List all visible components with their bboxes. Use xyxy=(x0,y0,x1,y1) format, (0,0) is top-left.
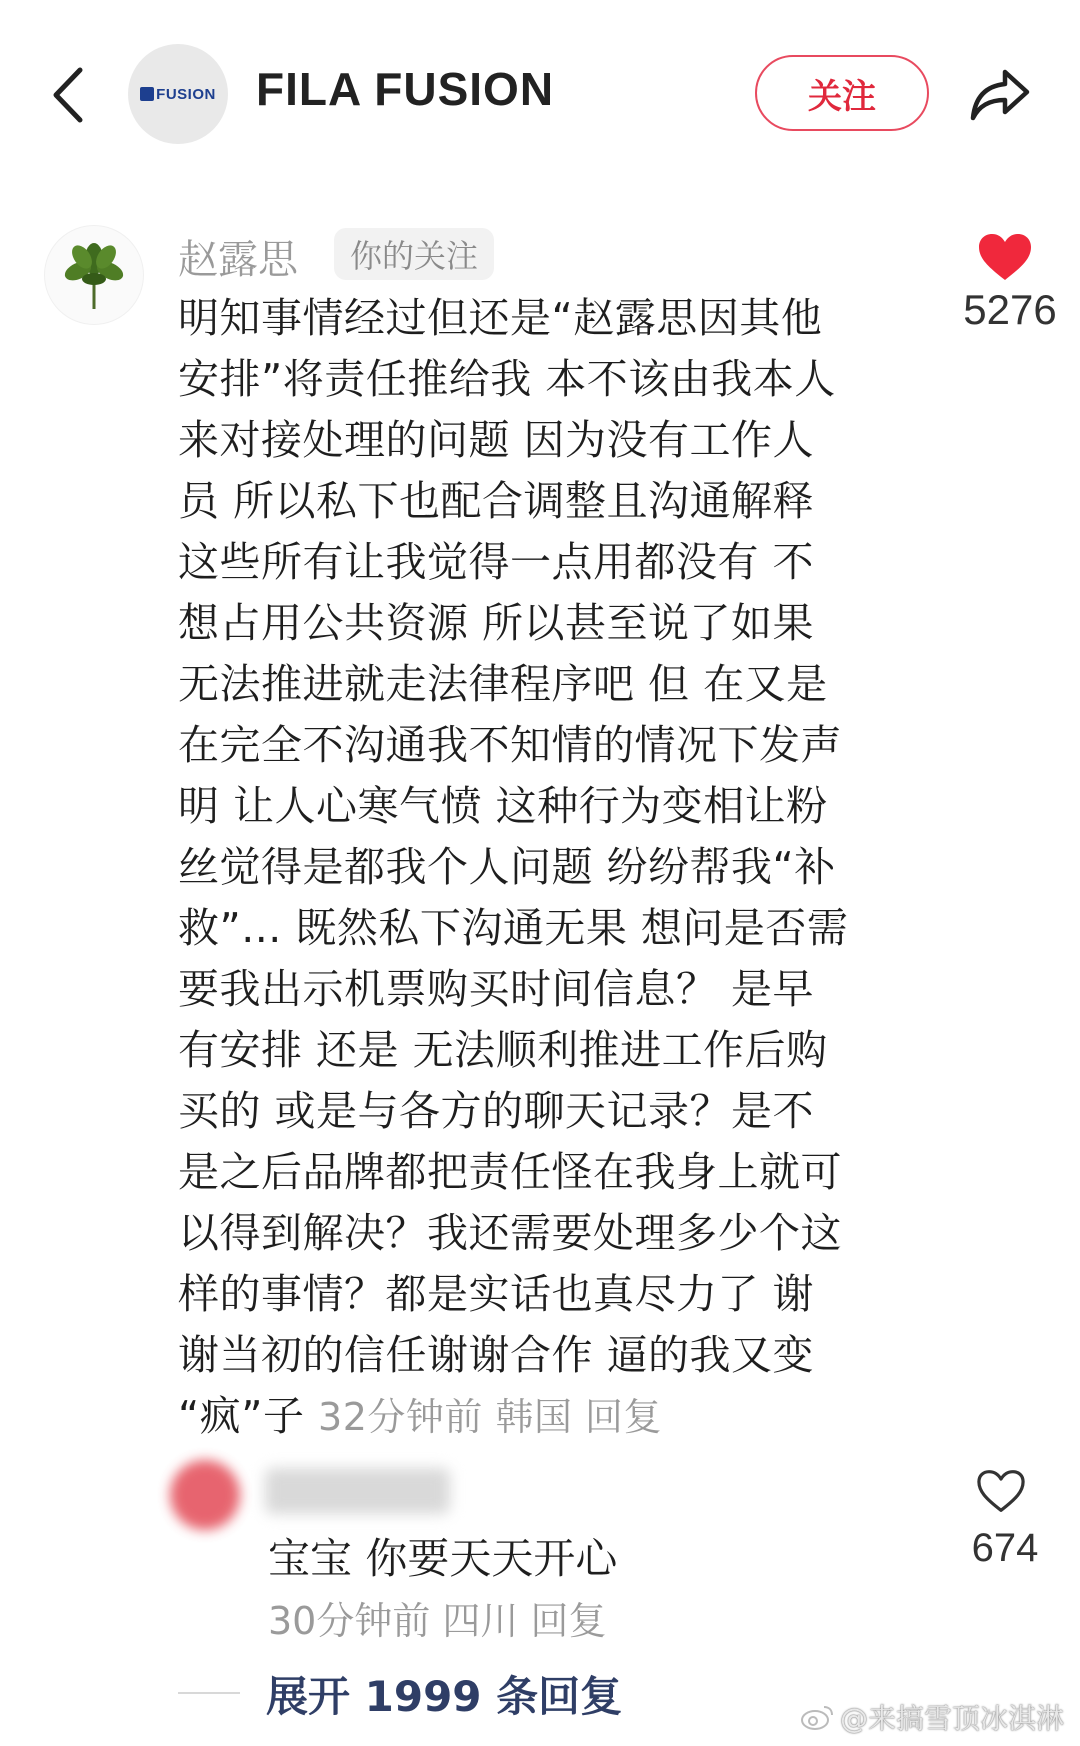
comment-line: 丝觉得是都我个人问题 纷纷帮我“补 xyxy=(178,843,836,891)
header-bar xyxy=(0,0,1080,190)
comment-text xyxy=(178,288,938,1448)
reply-like-button[interactable] xyxy=(975,1468,1035,1518)
heart-outline-icon xyxy=(975,1468,1027,1514)
brand-logo xyxy=(140,86,216,103)
comment-line: 无法推进就走法律程序吧 但 在又是 xyxy=(178,660,828,708)
expand-replies-link[interactable]: 展开 1999 条回复 xyxy=(266,1672,623,1721)
comment-last-line xyxy=(178,1386,938,1448)
comment-line: 来对接处理的问题 因为没有工作人 xyxy=(178,416,815,464)
share-button[interactable] xyxy=(965,60,1035,130)
watermark-text: @来搞雪顶冰淇淋 xyxy=(840,1702,1065,1735)
brand-logo-mark xyxy=(140,87,154,101)
comment-line: 救”... 既然私下沟通无果 想问是否需 xyxy=(178,904,849,952)
comment-line: 安排”将责任推给我 本不该由我本人 xyxy=(178,355,836,403)
brand-name[interactable]: FILA FUSION xyxy=(256,63,555,115)
comment-line: 是之后品牌都把责任怪在我身上就可 xyxy=(178,1148,842,1196)
comment-line: 样的事情？都是实话也真尽力了 谢 xyxy=(178,1270,815,1318)
chevron-left-icon xyxy=(44,60,94,130)
brand-logo-text: FUSION xyxy=(156,85,216,103)
expand-divider xyxy=(178,1692,240,1694)
comment-line: 要我出示机票购买时间信息？ 是早 xyxy=(178,965,815,1013)
reply-text: 宝宝 你要天天开心 xyxy=(268,1534,618,1583)
commenter-avatar[interactable] xyxy=(44,225,144,325)
reply-like-count: 674 xyxy=(971,1526,1039,1570)
comment-line: 谢当初的信任谢谢合作 逼的我又变 xyxy=(178,1331,815,1379)
following-tag: 你的关注 xyxy=(334,228,494,280)
comment-line: 明知事情经过但还是“赵露思因其他 xyxy=(178,294,823,342)
comment-line-text: “疯”子 xyxy=(178,1392,305,1440)
weibo-logo-icon xyxy=(800,1703,834,1731)
comment-line: 明 让人心寒气愤 这种行为变相让粉 xyxy=(178,782,828,830)
comment-like-button[interactable] xyxy=(955,232,1055,286)
comment-line: 在完全不沟通我不知情的情况下发声 xyxy=(178,721,842,769)
heart-filled-icon xyxy=(977,232,1033,282)
share-icon xyxy=(965,60,1035,130)
comment-line: 员 所以私下也配合调整且沟通解释 xyxy=(178,477,815,525)
reply-meta[interactable]: 30分钟前 四川 回复 xyxy=(268,1599,607,1643)
follow-button[interactable]: 关注 xyxy=(755,55,929,131)
leaf-avatar-icon xyxy=(54,235,134,315)
comment-line: 想占用公共资源 所以甚至说了如果 xyxy=(178,599,815,647)
back-button[interactable] xyxy=(44,60,94,130)
comment-line: 有安排 还是 无法顺利推进工作后购 xyxy=(178,1026,828,1074)
brand-avatar[interactable] xyxy=(128,44,228,144)
comment-meta[interactable]: 32分钟前 韩国 回复 xyxy=(318,1395,663,1439)
comment-line: 以得到解决？我还需要处理多少个这 xyxy=(178,1209,842,1257)
comment-line: 这些所有让我觉得一点用都没有 不 xyxy=(178,538,815,586)
reply-avatar[interactable] xyxy=(170,1460,240,1530)
reply-username-blurred[interactable] xyxy=(265,1468,450,1514)
comment-like-count: 5276 xyxy=(963,286,1057,333)
comment-line: 买的 或是与各方的聊天记录？是不 xyxy=(178,1087,815,1135)
commenter-username[interactable]: 赵露思 xyxy=(178,237,298,283)
watermark xyxy=(800,1697,1064,1737)
